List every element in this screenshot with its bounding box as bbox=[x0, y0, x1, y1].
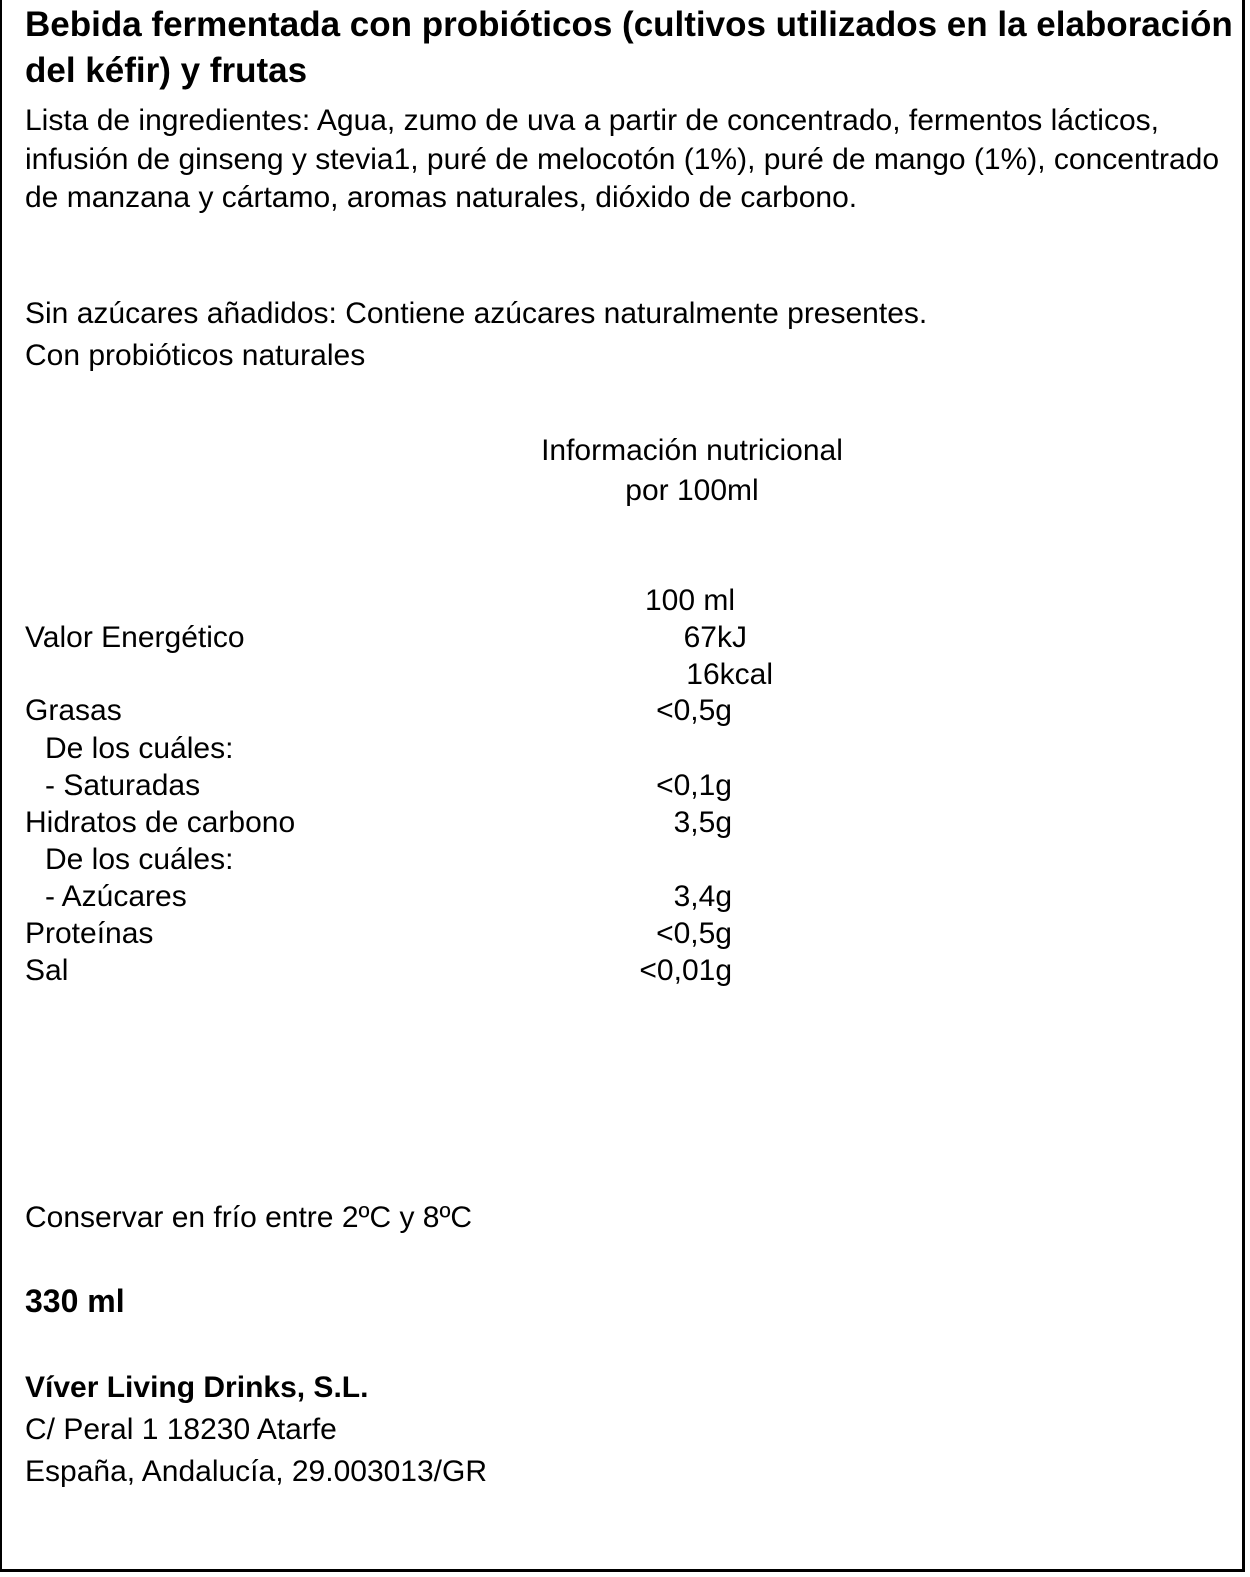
nutrition-row-label: Hidratos de carbono bbox=[25, 806, 296, 839]
nutrition-row-label: - Azúcares bbox=[45, 880, 187, 913]
nutrition-row-value: 67kJ bbox=[683, 621, 747, 654]
nutrition-row-label: Proteínas bbox=[25, 917, 154, 950]
product-title: Bebida fermentada con probióticos (cultivos utilizados en la elaboración del kéfir) y frutas bbox=[25, 5, 1233, 90]
nutrition-row-label: De los cuáles: bbox=[45, 732, 234, 765]
ingredients-list: Lista de ingredientes: Agua, zumo de uva a partir de concentrado, fermentos lácticos, infusión de ginseng y stevia1, puré de melocotón (1%), puré de mango (1%), concentrado de manzana y cártamo, aromas naturales, dióxido de carbono. bbox=[25, 104, 1220, 214]
probiotics-claim: Con probióticos naturales bbox=[25, 339, 366, 372]
nutrition-row-value: <0,1g bbox=[656, 769, 732, 802]
nutrition-heading: Información nutricional bbox=[541, 434, 843, 467]
nutrition-per: por 100ml bbox=[625, 474, 759, 507]
nutrition-row-value: 16kcal bbox=[686, 658, 773, 691]
nutrition-row-label: Valor Energético bbox=[25, 621, 245, 654]
company-name: Víver Living Drinks, S.L. bbox=[25, 1371, 369, 1404]
nutrition-row-label: Sal bbox=[25, 954, 69, 987]
nutrition-row-value: 3,4g bbox=[673, 880, 732, 913]
nutrition-row-value: 3,5g bbox=[673, 806, 732, 839]
nutrition-row-value: <0,5g bbox=[656, 694, 732, 727]
nutrition-row-value: <0,5g bbox=[656, 917, 732, 950]
nutrition-row-label: Grasas bbox=[25, 694, 122, 727]
nutrition-column-header: 100 ml bbox=[645, 584, 736, 617]
nutrition-row-label: - Saturadas bbox=[45, 769, 201, 802]
company-address: C/ Peral 1 18230 Atarfe bbox=[25, 1413, 337, 1446]
nutrition-row-label: De los cuáles: bbox=[45, 843, 234, 876]
company-region: España, Andalucía, 29.003013/GR bbox=[25, 1455, 488, 1488]
storage-instructions: Conservar en frío entre 2ºC y 8ºC bbox=[25, 1201, 473, 1234]
volume: 330 ml bbox=[25, 1283, 125, 1319]
sugar-claim: Sin azúcares añadidos: Contiene azúcares naturalmente presentes. bbox=[25, 297, 928, 330]
nutrition-row-value: <0,01g bbox=[639, 954, 732, 987]
